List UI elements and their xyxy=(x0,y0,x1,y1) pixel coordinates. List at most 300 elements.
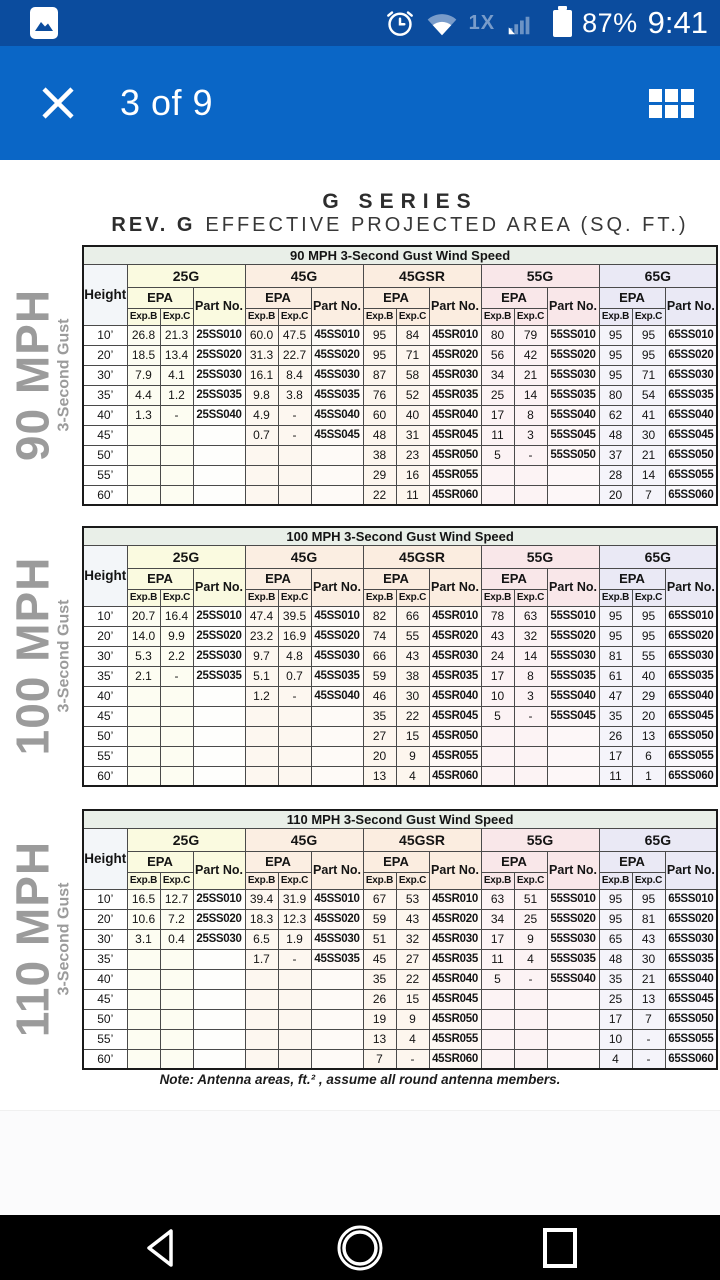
epa-value-cell: 1.2 xyxy=(245,686,278,706)
epa-value-cell: 1.3 xyxy=(127,405,160,425)
part-no-cell xyxy=(193,1049,245,1069)
epa-value-cell: 17 xyxy=(481,405,514,425)
exp-c-header: Exp.C xyxy=(632,589,665,606)
battery-percent: 87% xyxy=(582,7,638,38)
epa-value-cell xyxy=(481,1009,514,1029)
exp-b-header: Exp.B xyxy=(245,872,278,889)
part-no-cell: 65SS020 xyxy=(665,345,717,365)
part-no-cell: 45SR050 xyxy=(429,726,481,746)
epa-value-cell: 48 xyxy=(599,425,632,445)
epa-value-cell: 95 xyxy=(632,345,665,365)
epa-value-cell xyxy=(514,989,547,1009)
part-no-cell: 55SS030 xyxy=(547,365,599,385)
side-label-110mph: 110 MPH 3-Second Gust xyxy=(6,840,72,1037)
part-no-cell xyxy=(193,425,245,445)
gallery-icon xyxy=(30,7,58,39)
epa-value-cell: 53 xyxy=(396,889,429,909)
epa-value-cell xyxy=(278,1029,311,1049)
part-no-cell: 45SS010 xyxy=(311,606,363,626)
epa-value-cell: 4 xyxy=(396,766,429,786)
epa-value-cell xyxy=(514,1009,547,1029)
part-no-cell: 45SR055 xyxy=(429,1029,481,1049)
epa-value-cell: 18.3 xyxy=(245,909,278,929)
part-no-cell: 45SS040 xyxy=(311,686,363,706)
part-no-cell xyxy=(547,465,599,485)
epa-value-cell: 9.7 xyxy=(245,646,278,666)
epa-value-cell: - xyxy=(160,666,193,686)
app-bar xyxy=(0,46,720,160)
epa-value-cell xyxy=(245,1009,278,1029)
epa-value-cell: 11 xyxy=(396,485,429,505)
part-no-cell: 55SS020 xyxy=(547,626,599,646)
epa-value-cell: 25 xyxy=(481,385,514,405)
epa-value-cell: 5.3 xyxy=(127,646,160,666)
band-title: 110 MPH 3-Second Gust Wind Speed xyxy=(83,810,717,828)
part-no-cell: 45SS030 xyxy=(311,929,363,949)
epa-value-cell: 7 xyxy=(363,1049,396,1069)
epa-value-cell: 95 xyxy=(599,345,632,365)
height-column-header: Height xyxy=(83,828,127,889)
part-no-cell: 45SR035 xyxy=(429,385,481,405)
epa-value-cell xyxy=(481,989,514,1009)
epa-value-cell: 31.3 xyxy=(245,345,278,365)
home-button[interactable] xyxy=(315,1215,405,1280)
part-no-cell xyxy=(547,746,599,766)
part-no-cell: 55SS020 xyxy=(547,909,599,929)
epa-value-cell: 0.7 xyxy=(245,425,278,445)
part-no-cell xyxy=(193,485,245,505)
epa-value-cell: 11 xyxy=(481,949,514,969)
epa-value-cell xyxy=(127,989,160,1009)
height-cell: 20’ xyxy=(83,345,127,365)
epa-value-cell xyxy=(127,726,160,746)
part-no-cell xyxy=(311,766,363,786)
epa-value-cell: 66 xyxy=(396,606,429,626)
part-no-header: Part No. xyxy=(547,287,599,325)
exp-c-header: Exp.C xyxy=(160,589,193,606)
part-no-cell: 55SS035 xyxy=(547,385,599,405)
exp-b-header: Exp.B xyxy=(599,308,632,325)
battery-icon xyxy=(553,10,572,37)
exp-c-header: Exp.C xyxy=(396,872,429,889)
epa-header: EPA xyxy=(599,568,665,589)
epa-value-cell: 4.1 xyxy=(160,365,193,385)
epa-value-cell: 80 xyxy=(599,385,632,405)
side-label-100mph: 100 MPH 3-Second Gust xyxy=(6,556,72,755)
part-no-cell xyxy=(193,746,245,766)
epa-value-cell: 9.8 xyxy=(245,385,278,405)
part-no-cell: 65SS035 xyxy=(665,949,717,969)
part-no-cell xyxy=(193,969,245,989)
epa-value-cell: 4 xyxy=(599,1049,632,1069)
epa-header: EPA xyxy=(363,568,429,589)
part-no-cell: 65SS035 xyxy=(665,385,717,405)
epa-value-cell xyxy=(514,746,547,766)
group-header: 45GSR xyxy=(363,264,481,287)
epa-value-cell: 95 xyxy=(632,325,665,345)
part-no-header: Part No. xyxy=(193,851,245,889)
epa-value-cell xyxy=(127,1049,160,1069)
epa-value-cell: 6 xyxy=(632,746,665,766)
part-no-cell: 45SR040 xyxy=(429,686,481,706)
part-no-cell: 55SS045 xyxy=(547,425,599,445)
part-no-cell: 65SS030 xyxy=(665,646,717,666)
epa-value-cell: 13 xyxy=(632,989,665,1009)
part-no-cell: 25SS040 xyxy=(193,405,245,425)
exp-b-header: Exp.B xyxy=(481,308,514,325)
epa-value-cell xyxy=(514,1029,547,1049)
epa-value-cell xyxy=(160,989,193,1009)
part-no-cell: 65SS050 xyxy=(665,726,717,746)
epa-value-cell: 4 xyxy=(514,949,547,969)
part-no-cell: 25SS010 xyxy=(193,889,245,909)
epa-value-cell xyxy=(160,706,193,726)
epa-value-cell: - xyxy=(632,1049,665,1069)
epa-value-cell: 23 xyxy=(396,445,429,465)
part-no-cell: 65SS010 xyxy=(665,325,717,345)
epa-value-cell xyxy=(160,949,193,969)
epa-value-cell: 13 xyxy=(363,766,396,786)
epa-value-cell xyxy=(481,465,514,485)
part-no-cell: 45SR045 xyxy=(429,425,481,445)
epa-value-cell: 61 xyxy=(599,666,632,686)
wind-speed-table-110mph xyxy=(82,809,718,1070)
epa-value-cell: 20 xyxy=(363,746,396,766)
epa-value-cell: 7 xyxy=(632,485,665,505)
part-no-cell: 65SS060 xyxy=(665,766,717,786)
document-title: G SERIES xyxy=(322,190,478,213)
band-title: 90 MPH 3-Second Gust Wind Speed xyxy=(83,246,717,264)
part-no-cell xyxy=(193,445,245,465)
height-column-header: Height xyxy=(83,264,127,325)
part-no-cell xyxy=(547,485,599,505)
part-no-cell: 45SR055 xyxy=(429,465,481,485)
part-no-cell: 45SR030 xyxy=(429,929,481,949)
epa-value-cell: 22 xyxy=(363,485,396,505)
close-button[interactable] xyxy=(36,81,80,125)
part-no-cell: 45SR020 xyxy=(429,626,481,646)
epa-value-cell: 10 xyxy=(599,1029,632,1049)
part-no-cell xyxy=(193,465,245,485)
epa-value-cell: 95 xyxy=(599,626,632,646)
epa-value-cell: 4.8 xyxy=(278,646,311,666)
epa-value-cell xyxy=(160,746,193,766)
epa-value-cell xyxy=(278,445,311,465)
epa-value-cell xyxy=(514,1049,547,1069)
recents-button[interactable] xyxy=(515,1215,605,1280)
height-cell: 60’ xyxy=(83,766,127,786)
part-no-cell xyxy=(547,726,599,746)
epa-value-cell: 63 xyxy=(514,606,547,626)
epa-value-cell: - xyxy=(278,405,311,425)
epa-value-cell: - xyxy=(514,445,547,465)
epa-value-cell: 35 xyxy=(599,706,632,726)
exp-b-header: Exp.B xyxy=(245,308,278,325)
epa-value-cell: 4 xyxy=(396,1029,429,1049)
epa-value-cell: 47 xyxy=(599,686,632,706)
exp-c-header: Exp.C xyxy=(396,589,429,606)
epa-value-cell: 37 xyxy=(599,445,632,465)
part-no-cell: 25SS030 xyxy=(193,929,245,949)
epa-value-cell: 20 xyxy=(599,485,632,505)
epa-value-cell: 18.5 xyxy=(127,345,160,365)
part-no-cell: 45SR060 xyxy=(429,1049,481,1069)
epa-value-cell: 24 xyxy=(481,646,514,666)
height-cell: 45’ xyxy=(83,989,127,1009)
part-no-cell: 65SS045 xyxy=(665,989,717,1009)
epa-value-cell xyxy=(160,1009,193,1029)
part-no-cell: 65SS030 xyxy=(665,929,717,949)
exp-c-header: Exp.C xyxy=(632,872,665,889)
part-no-cell: 65SS045 xyxy=(665,706,717,726)
epa-value-cell: 1.2 xyxy=(160,385,193,405)
back-button[interactable] xyxy=(115,1215,205,1280)
part-no-cell: 55SS010 xyxy=(547,606,599,626)
part-no-cell xyxy=(311,969,363,989)
group-header: 45G xyxy=(245,264,363,287)
epa-value-cell: 39.5 xyxy=(278,606,311,626)
epa-value-cell xyxy=(160,425,193,445)
epa-value-cell: 46 xyxy=(363,686,396,706)
part-no-cell: 65SS040 xyxy=(665,405,717,425)
epa-value-cell: 95 xyxy=(599,889,632,909)
epa-value-cell: 15 xyxy=(396,726,429,746)
epa-value-cell: 95 xyxy=(599,325,632,345)
epa-value-cell: 23.2 xyxy=(245,626,278,646)
epa-value-cell: 5.1 xyxy=(245,666,278,686)
epa-value-cell: 38 xyxy=(363,445,396,465)
part-no-header: Part No. xyxy=(429,851,481,889)
wifi-icon xyxy=(425,8,459,38)
part-no-cell: 65SS030 xyxy=(665,365,717,385)
epa-value-cell: 7.9 xyxy=(127,365,160,385)
exp-c-header: Exp.C xyxy=(396,308,429,325)
part-no-cell: 55SS020 xyxy=(547,345,599,365)
epa-value-cell: 78 xyxy=(481,606,514,626)
part-no-cell: 65SS060 xyxy=(665,485,717,505)
epa-value-cell xyxy=(160,1049,193,1069)
epa-value-cell: 56 xyxy=(481,345,514,365)
epa-value-cell: 1.7 xyxy=(245,949,278,969)
part-no-cell: 25SS035 xyxy=(193,666,245,686)
epa-value-cell: 14 xyxy=(514,646,547,666)
part-no-cell: 45SS020 xyxy=(311,626,363,646)
epa-value-cell: 95 xyxy=(599,365,632,385)
epa-value-cell xyxy=(160,726,193,746)
part-no-cell xyxy=(547,766,599,786)
epa-value-cell: 0.4 xyxy=(160,929,193,949)
group-header: 45GSR xyxy=(363,545,481,568)
page-indicator: 3 of 9 xyxy=(120,82,214,123)
signal-icon xyxy=(505,8,535,38)
document-subtitle-rev: REV. G xyxy=(111,214,196,236)
epa-value-cell: 10.6 xyxy=(127,909,160,929)
part-no-cell: 45SS035 xyxy=(311,949,363,969)
pdf-page[interactable] xyxy=(0,160,720,1110)
epa-value-cell: 84 xyxy=(396,325,429,345)
part-no-header: Part No. xyxy=(665,568,717,606)
epa-value-cell: 54 xyxy=(632,385,665,405)
exp-c-header: Exp.C xyxy=(278,308,311,325)
height-cell: 55’ xyxy=(83,465,127,485)
group-header: 25G xyxy=(127,545,245,568)
part-no-cell: 65SS040 xyxy=(665,686,717,706)
part-no-cell: 65SS035 xyxy=(665,666,717,686)
part-no-cell: 45SS010 xyxy=(311,325,363,345)
epa-value-cell: 40 xyxy=(632,666,665,686)
epa-value-cell xyxy=(278,1009,311,1029)
part-no-cell: 45SR060 xyxy=(429,485,481,505)
group-header: 45G xyxy=(245,828,363,851)
epa-value-cell: - xyxy=(632,1029,665,1049)
epa-value-cell: 30 xyxy=(632,949,665,969)
group-header: 65G xyxy=(599,545,717,568)
exp-c-header: Exp.C xyxy=(278,872,311,889)
epa-value-cell: 43 xyxy=(396,646,429,666)
epa-value-cell: 13 xyxy=(363,1029,396,1049)
epa-value-cell xyxy=(245,969,278,989)
part-no-header: Part No. xyxy=(547,568,599,606)
group-header: 25G xyxy=(127,264,245,287)
epa-header: EPA xyxy=(599,287,665,308)
part-no-cell: 65SS050 xyxy=(665,1009,717,1029)
part-no-cell: 45SS035 xyxy=(311,385,363,405)
exp-b-header: Exp.B xyxy=(127,589,160,606)
part-no-header: Part No. xyxy=(311,851,363,889)
back-icon xyxy=(142,1226,178,1270)
epa-value-cell: 3.1 xyxy=(127,929,160,949)
height-cell: 40’ xyxy=(83,405,127,425)
epa-value-cell: 35 xyxy=(599,969,632,989)
height-cell: 30’ xyxy=(83,365,127,385)
height-cell: 55’ xyxy=(83,746,127,766)
exp-b-header: Exp.B xyxy=(599,589,632,606)
epa-value-cell: 25 xyxy=(514,909,547,929)
part-no-cell: 65SS050 xyxy=(665,445,717,465)
epa-value-cell: 22 xyxy=(396,969,429,989)
part-no-cell xyxy=(547,1049,599,1069)
epa-value-cell: 29 xyxy=(632,686,665,706)
part-no-cell: 45SS020 xyxy=(311,909,363,929)
epa-value-cell: 32 xyxy=(396,929,429,949)
height-column-header: Height xyxy=(83,545,127,606)
epa-value-cell xyxy=(278,746,311,766)
epa-header: EPA xyxy=(127,851,193,872)
epa-value-cell: 14 xyxy=(514,385,547,405)
part-no-cell: 45SS020 xyxy=(311,345,363,365)
epa-value-cell: 43 xyxy=(481,626,514,646)
epa-value-cell: 17 xyxy=(481,666,514,686)
part-no-header: Part No. xyxy=(193,287,245,325)
epa-value-cell: 21 xyxy=(632,445,665,465)
epa-value-cell xyxy=(160,766,193,786)
part-no-cell: 45SR030 xyxy=(429,365,481,385)
part-no-cell: 45SR040 xyxy=(429,405,481,425)
part-no-cell: 45SR010 xyxy=(429,889,481,909)
epa-value-cell xyxy=(481,485,514,505)
epa-value-cell: 28 xyxy=(599,465,632,485)
epa-value-cell: 5 xyxy=(481,706,514,726)
part-no-cell: 45SS040 xyxy=(311,405,363,425)
part-no-cell: 45SR035 xyxy=(429,949,481,969)
height-cell: 55’ xyxy=(83,1029,127,1049)
group-header: 45GSR xyxy=(363,828,481,851)
epa-value-cell: 40 xyxy=(396,405,429,425)
part-no-cell xyxy=(311,1029,363,1049)
epa-value-cell: 21.3 xyxy=(160,325,193,345)
part-no-cell: 45SR010 xyxy=(429,325,481,345)
epa-value-cell: 35 xyxy=(363,969,396,989)
grid-view-icon xyxy=(649,89,662,102)
height-cell: 60’ xyxy=(83,1049,127,1069)
epa-value-cell: 34 xyxy=(481,365,514,385)
part-no-cell xyxy=(311,746,363,766)
epa-header: EPA xyxy=(481,287,547,308)
epa-value-cell: 16.1 xyxy=(245,365,278,385)
epa-value-cell xyxy=(245,746,278,766)
epa-value-cell: 95 xyxy=(363,345,396,365)
epa-value-cell: 29 xyxy=(363,465,396,485)
part-no-cell: 25SS020 xyxy=(193,626,245,646)
epa-value-cell: 0.7 xyxy=(278,666,311,686)
epa-value-cell: 38 xyxy=(396,666,429,686)
epa-value-cell: 43 xyxy=(396,909,429,929)
epa-value-cell: 42 xyxy=(514,345,547,365)
epa-header: EPA xyxy=(245,568,311,589)
part-no-cell: 25SS030 xyxy=(193,646,245,666)
part-no-cell: 45SS030 xyxy=(311,365,363,385)
epa-value-cell xyxy=(245,726,278,746)
part-no-cell: 65SS060 xyxy=(665,1049,717,1069)
epa-value-cell: 95 xyxy=(363,325,396,345)
part-no-cell: 55SS010 xyxy=(547,325,599,345)
epa-value-cell: 26.8 xyxy=(127,325,160,345)
part-no-cell: 55SS030 xyxy=(547,929,599,949)
epa-value-cell xyxy=(127,969,160,989)
epa-value-cell: 65 xyxy=(599,929,632,949)
epa-value-cell: 26 xyxy=(599,726,632,746)
group-header: 65G xyxy=(599,264,717,287)
epa-value-cell: 3 xyxy=(514,425,547,445)
part-no-cell xyxy=(311,445,363,465)
epa-value-cell: 67 xyxy=(363,889,396,909)
grid-view-button[interactable] xyxy=(649,89,694,118)
height-cell: 35’ xyxy=(83,949,127,969)
epa-value-cell: - xyxy=(514,706,547,726)
epa-value-cell: 60 xyxy=(363,405,396,425)
wind-speed-table-100mph xyxy=(82,526,718,787)
epa-value-cell xyxy=(245,766,278,786)
epa-value-cell: 11 xyxy=(481,425,514,445)
part-no-cell: 55SS010 xyxy=(547,889,599,909)
epa-value-cell: 1.9 xyxy=(278,929,311,949)
group-header: 65G xyxy=(599,828,717,851)
exp-b-header: Exp.B xyxy=(363,308,396,325)
epa-header: EPA xyxy=(363,851,429,872)
band-title: 100 MPH 3-Second Gust Wind Speed xyxy=(83,527,717,545)
part-no-cell: 55SS045 xyxy=(547,706,599,726)
epa-value-cell xyxy=(127,1029,160,1049)
exp-b-header: Exp.B xyxy=(481,589,514,606)
part-no-cell xyxy=(193,726,245,746)
exp-b-header: Exp.B xyxy=(481,872,514,889)
epa-value-cell: 16.9 xyxy=(278,626,311,646)
part-no-cell: 45SR020 xyxy=(429,909,481,929)
epa-value-cell xyxy=(127,445,160,465)
epa-value-cell xyxy=(278,1049,311,1069)
epa-value-cell: 3.8 xyxy=(278,385,311,405)
height-cell: 35’ xyxy=(83,666,127,686)
